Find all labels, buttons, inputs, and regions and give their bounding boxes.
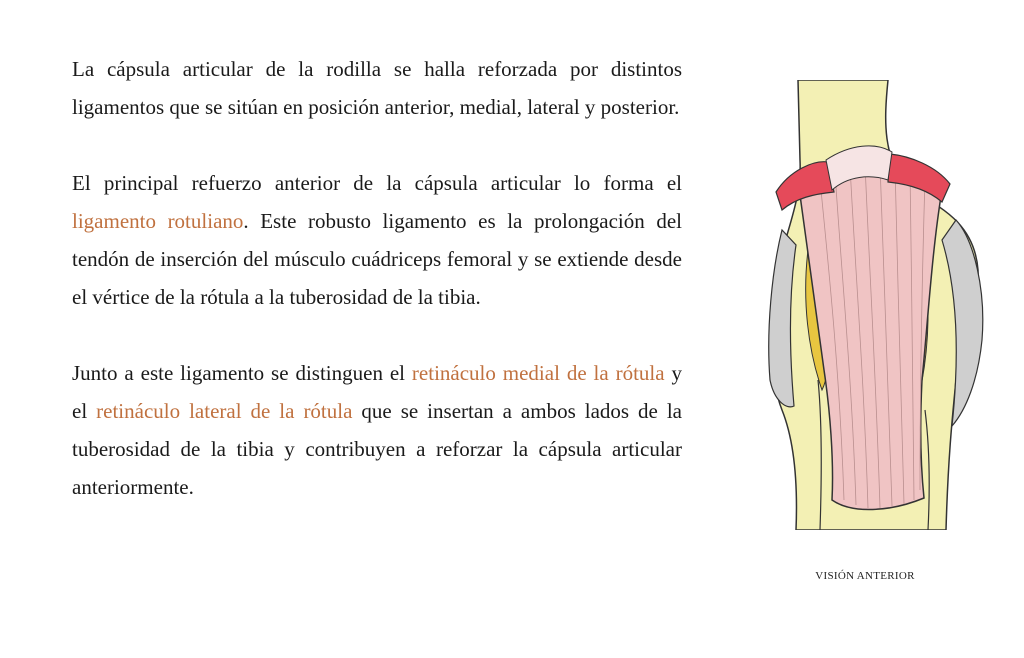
paragraph-3-text-c: que se insertan a ambos lados de la tuberosidad de la tibia y contribuyen a reforzar la cápsula articular anteriormente. [72,399,682,499]
paragraph-3 [72,354,682,506]
paragraph-1 [72,50,682,126]
paragraph-2-text-b: . Este robusto ligamento es la prolongación del tendón de inserción del músculo cuádriceps femoral y se extiende desde el vértice de la rótula a la tuberosidad de la tibia. [72,209,682,309]
paragraph-1-text: La cápsula articular de la rodilla se halla reforzada por distintos ligamentos que se sitúan en posición anterior, medial, lateral y posterior. [72,57,682,119]
knee-anterior-view-svg [760,80,1000,530]
paragraph-2 [72,164,682,316]
figure-caption: VISIÓN ANTERIOR [815,570,915,582]
article-text [72,50,682,544]
paragraph-3-text-b: y el [72,361,682,423]
term-ligamento-rotuliano: ligamento rotuliano [72,209,244,233]
term-retinaculo-lateral: retináculo lateral de la rótula [96,399,353,423]
knee-illustration [760,80,1000,530]
paragraph-3-text-a: Junto a este ligamento se distinguen el [72,361,412,385]
paragraph-2-text-a: El principal refuerzo anterior de la cápsula articular lo forma el [72,171,682,195]
term-retinaculo-medial: retináculo medial de la rótula [411,361,665,385]
